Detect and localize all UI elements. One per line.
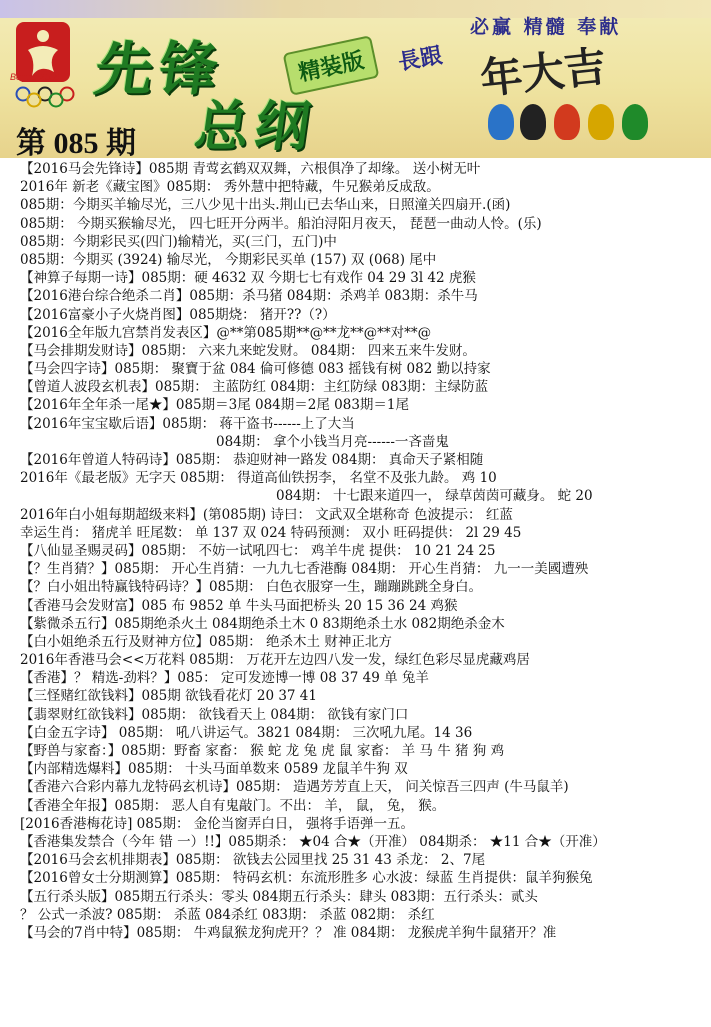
text-line: 【马会排期发财诗】085期： 六来九来蛇发财。 084期： 四来五来牛发财。 <box>20 342 476 359</box>
text-line: 084期： 拿个小钱当月亮------一吝啬鬼 <box>216 433 449 450</box>
text-line: 2016年《最老版》无字天 085期： 得道高仙铁拐李， 名堂不及张九龄。 鸡 10 <box>20 470 497 487</box>
fuwa-mascot-icon <box>488 104 514 140</box>
banner-title-main: 先锋 <box>90 35 229 103</box>
issue-number <box>16 118 136 158</box>
document-body <box>20 160 700 942</box>
text-line: 【三怪赌红欲钱料】085期 欲钱看花灯 20 37 41 <box>20 688 317 705</box>
text-line: 【八仙显圣赐灵码】085期： 不妨一试吼四七： 鸡羊牛虎 提供： 10 21 24 25 <box>20 542 496 559</box>
text-line: 【2016全年版九宫禁肖发表区】@**第085期**@**龙**@**对**@ <box>20 324 432 341</box>
text-line: 【马会的7肖中特】085期： 牛鸡鼠猴龙狗虎开？？ 准 084期： 龙猴虎羊狗牛鼠猪开？准 <box>20 924 557 941</box>
text-line: 【曾道人波段玄机表】085期： 主蓝防红 084期：主红防绿 083期：主绿防蓝 <box>20 379 489 396</box>
text-line: 【2016年曾道人特码诗】085期： 恭迎财神一路发 084期： 真命天子紧相随 <box>20 452 484 468</box>
text-line: 【2016马会玄机排期表】085期： 欲钱去公园里找 25 31 43 杀龙： 2、7尾 <box>20 852 486 869</box>
banner-slogan: 必赢 精髓 奉献 <box>470 16 622 38</box>
text-line: 085期： 今期买猴输尽光， 四七旺开分两半。船泊浔阳月夜天， 琵琶一曲动人怜。(乐) <box>20 215 542 232</box>
text-line: 【2016年全年杀一尾★】085期＝3尾 084期＝2尾 083期＝1尾 <box>20 397 410 414</box>
text-line: 【紫微杀五行】085期绝杀火土 084期绝杀土木 0 83期绝杀土水 082期绝杀金木 <box>20 615 505 632</box>
edition-tag: 精装版 <box>283 35 380 96</box>
text-line: 幸运生肖： 猪虎羊 旺尾数： 单 137 双 024 特码预测： 双小 旺码提供： 2l 29 45 <box>20 524 522 541</box>
text-line: 【白金五字诗】 085期： 吼八讲运气。3821 084期： 三次吼九尾。14 36 <box>20 724 473 741</box>
text-line: 【香港集发禁合（今年 错 一）!!】085期杀： ★04 合★（开准） 084期杀： ★11 合★（开准） <box>20 833 606 850</box>
issue-prefix: 第 <box>16 127 46 158</box>
text-line: 【马会四字诗】085期： 聚寶于盆 084 倫可修德 083 摇钱有树 082 勤以持家 <box>20 361 491 378</box>
emblem-caption: Beijing 2008 <box>10 72 60 82</box>
header-banner <box>0 0 711 158</box>
fuwa-mascot-icon <box>554 104 580 140</box>
text-line: 2016年香港马会<<万花料 085期： 万花开左边四八发一发，绿红色彩尽显虎藏鸡居 <box>20 652 530 669</box>
text-line: 085期：今期彩民买(四门)输精光，买(三门，五门)中 <box>20 233 337 250</box>
text-line: 085期：今期买羊输尽光，三八少见十出头.荆山已去华山来，日照潼关四扇开.(函) <box>20 197 511 214</box>
banner-greeting: 年大吉 <box>478 41 609 104</box>
text-line: 2016年 新老《藏宝图》085期： 秀外慧中把特藏，牛兄猴弟反成敌。 <box>20 179 440 196</box>
fuwa-mascot-icon <box>588 104 614 140</box>
banner-title-sub: 总纲 <box>191 94 321 158</box>
issue-value: 085 <box>53 127 99 158</box>
text-line: 【野兽与家畜：】085期：野畜 家畜： 猴 蛇 龙 兔 虎 鼠 家畜： 羊 马 牛 猪 狗 鸡 <box>20 743 505 759</box>
text-line: 084期： 十七跟来道四一， 绿草茵茵可藏身。 蛇 20 <box>276 488 593 505</box>
text-line: 【香港马会发财富】085 布 9852 单 牛头马面把桥头 20 15 36 24 鸡猴 <box>20 597 458 614</box>
text-line: 【？生肖猜？】085期： 开心生肖猜：一九九七香港酶 084期： 开心生肖猜： 九一一美國遭殃 <box>20 561 589 578</box>
text-line: 2016年白小姐每期超级来料】(第085期) 诗曰： 文武双全堪称奇 色波提示： 红蓝 <box>20 506 513 523</box>
issue-suffix: 期 <box>106 127 136 158</box>
banner-changgen: 長跟 <box>396 42 445 76</box>
text-line: [2016香港梅花诗] 085期： 金伦当窗弄白日， 强将手语弹一五。 <box>20 815 415 832</box>
text-line: 【五行杀头版】085期五行杀头：零头 084期五行杀头：肆头 083期：五行杀头：贰头 <box>20 888 538 905</box>
text-line: 【2016富豪小子火烧肖图】085期烧： 猪开??（?） <box>20 306 336 323</box>
text-line: 085期：今期买 (3924) 输尽光， 今期彩民买单 (157) 双 (068) 尾中 <box>20 251 437 268</box>
text-line: 【香港】？ 精选-劲料？】085： 定可发迹博一博 08 37 49 单 兔羊 <box>20 670 429 687</box>
text-line: 【翡翠财红欲钱料】085期： 欲钱看天上 084期： 欲钱有家门口 <box>20 706 409 723</box>
text-line: 【神算子每期一诗】085期：硬 4632 双 今期七七有戏作 04 29 3l 42 虎猴 <box>20 270 476 287</box>
text-line: 【？白小姐出特赢钱特码诗？】085期： 白色衣服穿一生，蹦蹦跳跳全身白。 <box>20 579 483 596</box>
text-line: 【2016曾女士分期测算】085期： 特码玄机：东流形胜多 心水波：绿蓝 生肖提供：鼠羊狗猴兔 <box>20 870 593 887</box>
text-line: 【2016马会先锋诗】085期 青莺玄鹤双双舞，六根俱净了却缘。 送小树无叶 <box>20 161 481 177</box>
text-line: 【香港全年报】085期： 恶人自有鬼敲门。不出： 羊， 鼠， 兔， 猴。 <box>20 797 446 814</box>
text-line: 【白小姐绝杀五行及财神方位】085期： 绝杀木土 财神正北方 <box>20 633 392 650</box>
text-line: 【内部精选爆料】085期： 十头马面单数来 0589 龙鼠羊牛狗 双 <box>20 761 408 778</box>
text-line: 【香港六合彩内幕九龙特码玄机诗】085期： 造遇芳芳直上天， 问关惊吾三四声 (牛马鼠羊) <box>20 779 569 796</box>
fuwa-mascot-icon <box>520 104 546 140</box>
olympic-rings-icon <box>12 86 78 108</box>
text-line: ？ 公式一杀波? 085期： 杀蓝 084杀红 083期： 杀蓝 082期： 杀红 <box>20 906 435 923</box>
text-line: 【2016港台综合绝杀二肖】085期：杀马猪 084期：杀鸡羊 083期：杀牛马 <box>20 288 478 305</box>
text-line: 【2016年宝宝歇后语】085期： 蒋干盗书------上了大当 <box>20 415 355 432</box>
fuwa-mascot-icon <box>622 104 648 140</box>
